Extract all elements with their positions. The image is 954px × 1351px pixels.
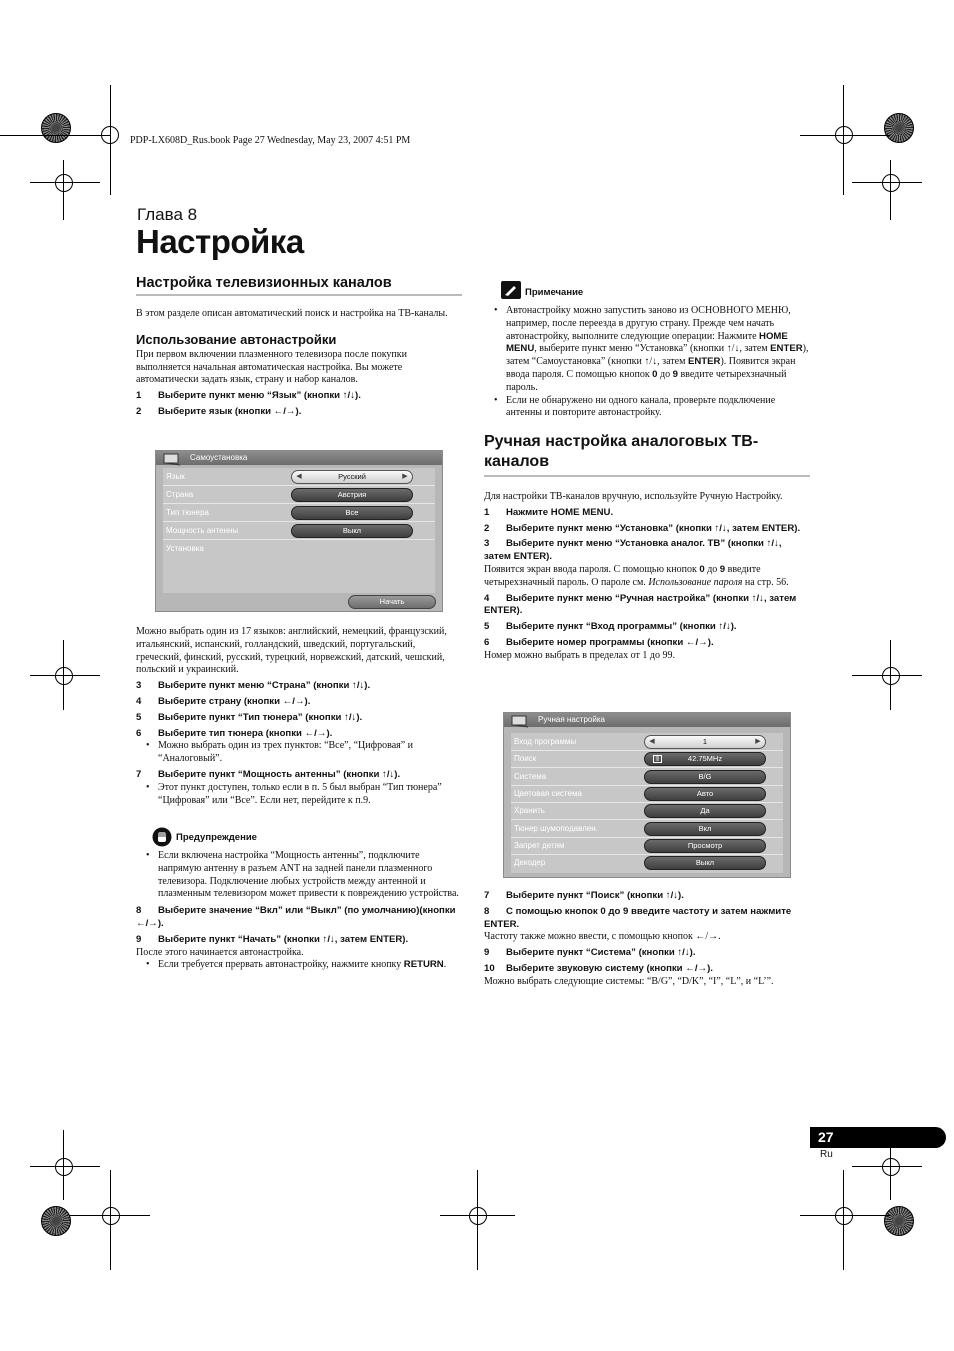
- page-number: 27: [818, 1129, 834, 1145]
- tv-menu-icon: [510, 714, 532, 728]
- auto-setup-row-tuner-type[interactable]: Тип тюнера Все: [163, 504, 435, 522]
- manual-tuning-screen-title: Ручная настройка: [504, 713, 790, 727]
- left-arrow-icon[interactable]: ◀: [296, 473, 302, 480]
- auto-setup-screen: [155, 450, 443, 612]
- start-button[interactable]: Начать: [348, 595, 436, 609]
- warning-hand-icon: [152, 827, 172, 852]
- auto-setup-row-antenna-power[interactable]: Мощность антенны Выкл: [163, 522, 435, 540]
- after-r-step-6: Номер можно выбрать в пределах от 1 до 99.: [484, 649, 675, 661]
- r-step-5: 5 Выберите пункт “Вход программы” (кнопки ↑/↓).: [484, 621, 737, 633]
- step-3: 3 Выберите пункт меню “Страна” (кнопки ↑/↓).: [136, 680, 371, 692]
- step-2: 2 Выберите язык (кнопки ←/→).: [136, 405, 302, 417]
- step-7: 7 Выберите пункт “Мощность антенны” (кнопки ↑/↓).: [136, 768, 401, 780]
- manual-row-store[interactable]: Хранить Да: [511, 802, 783, 820]
- right-arrow-icon[interactable]: ▶: [402, 473, 408, 480]
- chapter-title: Настройка: [136, 223, 304, 260]
- note-pencil-icon: [501, 281, 521, 304]
- auto-setup-row-setup[interactable]: Установка: [166, 544, 204, 553]
- after-r-step-10: Можно выбрать следующие системы: “B/G”, “D/K”, “I”, “L”, и “L’”.: [484, 975, 774, 987]
- r-step-2: 2 Выберите пункт меню “Установка” (кнопки ↑/↓, затем ENTER).: [484, 522, 801, 534]
- r-step-6: 6 Выберите номер программы (кнопки ←/→).: [484, 636, 714, 648]
- auto-setup-row-language[interactable]: Язык ◀ Русский ▶: [163, 468, 435, 486]
- note-bullet-1: • Автонастройку можно запустить заново из ОСНОВНОГО МЕНЮ, например, после переезда в другую страну. Прежде чем начать автонастройку, выполните следующие операции: Нажмите HOME MENU, выберите пункт меню “Установка” (кнопки ↑/↓, затем ENTER), затем “Самоустановка” (кнопки ↑/↓, затем ENTER). Появится экран ввода пароля. С помощью кнопок 0 до 9 введите четырехзначный пароль.: [484, 305, 810, 395]
- warning-text: • Если включена настройка “Мощность антенны”, подключите напрямую антенну в разъем ANT на задней панели плазменного телевизора. Подключение любых устройств между антенной и плазменным телевизором может привести к повреждению устройства.: [136, 850, 462, 901]
- after-r-step-3: Появится экран ввода пароля. С помощью кнопок 0 до 9 введите четырехзначный пароль. О пароле см. Использование пароля на стр. 56.: [484, 563, 789, 588]
- page-language: Ru: [820, 1149, 833, 1160]
- step-7-bullet: • Этот пункт доступен, только если в п. 5 был выбран “Тип тюнера” “Цифровая” или “Все”. Если нет, перейдите к п.9.: [136, 782, 462, 808]
- right-arrow-icon[interactable]: ▶: [755, 738, 761, 745]
- manual-intro: Для настройки ТВ-каналов вручную, используйте Ручную Настройку.: [484, 491, 783, 502]
- registration-disc-top-left: [41, 113, 71, 143]
- r-step-9: 9 Выберите пункт “Система” (кнопки ↑/↓).: [484, 947, 696, 959]
- warning-title: Предупреждение: [176, 832, 257, 843]
- step-6-bullet: • Можно выбрать один из трех пунктов: “Все”, “Цифровая” и “Аналоговый”.: [136, 740, 462, 766]
- registration-disc-bottom-left: [41, 1206, 71, 1236]
- r-step-8: 8 С помощью кнопок 0 до 9 введите частоту и затем нажмите ENTER.: [484, 905, 792, 930]
- subsection-title-autotune: Использование автонастройки: [136, 331, 337, 347]
- step-9: 9 Выберите пункт “Начать” (кнопки ↑/↓, затем ENTER).: [136, 933, 409, 945]
- step-6: 6 Выберите тип тюнера (кнопки ←/→).: [136, 727, 333, 739]
- section-title-tv-channels: Настройка телевизионных каналов: [136, 275, 462, 296]
- auto-setup-row-country[interactable]: Страна Австрия: [163, 486, 435, 504]
- manual-row-search[interactable]: Поиск ||| 42.75MHz: [511, 750, 783, 768]
- step-4: 4 Выберите страну (кнопки ←/→).: [136, 695, 311, 707]
- autotune-text: При первом включении плазменного телевизора после покупки выполняется начальная автоматическая настройка. Вы можете автоматически задать язык, страну и набор каналов.: [136, 348, 407, 386]
- step-9-bullet: • Если требуется прервать автонастройку, нажмите кнопку RETURN.: [136, 959, 462, 972]
- auto-setup-screen-title: Самоустановка: [156, 451, 442, 465]
- registration-disc-top-right: [884, 113, 914, 143]
- note-title: Примечание: [525, 287, 584, 298]
- step-5: 5 Выберите пункт “Тип тюнера” (кнопки ↑/↓).: [136, 711, 363, 723]
- r-step-4: 4 Выберите пункт меню “Ручная настройка” (кнопки ↑/↓, затем ENTER).: [484, 592, 797, 617]
- tv-menu-icon: [162, 452, 184, 466]
- keypad-icon: |||: [653, 755, 662, 763]
- r-step-1: 1 Нажмите HOME MENU.: [484, 506, 614, 518]
- page-number-tab: [810, 1127, 946, 1148]
- manual-row-decoder[interactable]: Декодер Выкл: [511, 854, 783, 871]
- step-8: 8 Выберите значение “Вкл” или “Выкл” (по умолчанию)(кнопки ←/→).: [136, 905, 456, 929]
- step-1: 1 Выберите пункт меню “Язык” (кнопки ↑/↓).: [136, 390, 361, 402]
- after-r-step-8: Частоту также можно ввести, с помощью кнопок ←/→.: [484, 931, 721, 943]
- book-info-header: PDP-LX608D_Rus.book Page 27 Wednesday, May 23, 2007 4:51 PM: [130, 135, 411, 146]
- manual-row-color-system[interactable]: Цветовая система Авто: [511, 785, 783, 803]
- r-step-10: 10 Выберите звуковую систему (кнопки ←/→).: [484, 962, 713, 974]
- manual-row-program-input[interactable]: Вход программы ◀ 1 ▶: [511, 733, 783, 751]
- section-title-manual-tuning: Ручная настройка аналоговых ТВ-каналов: [484, 432, 810, 477]
- manual-row-tuner-nr[interactable]: Тюнер шумоподавлен. Вкл: [511, 820, 783, 838]
- chapter-label: Глава 8: [137, 205, 198, 224]
- manual-row-system[interactable]: Система B/G: [511, 768, 783, 786]
- r-step-7: 7 Выберите пункт “Поиск” (кнопки ↑/↓).: [484, 890, 684, 901]
- registration-disc-bottom-right: [884, 1206, 914, 1236]
- note-bullet-2: • Если не обнаружено ни одного канала, проверьте подключение антенны и повторите автонастройку.: [484, 395, 810, 421]
- left-arrow-icon[interactable]: ◀: [649, 738, 655, 745]
- intro-text: В этом разделе описан автоматический поиск и настройка на ТВ-каналы.: [136, 308, 448, 319]
- after-step-9: После этого начинается автонастройка.: [136, 946, 304, 958]
- manual-row-child-lock[interactable]: Запрет детям Просмотр: [511, 837, 783, 855]
- languages-text: Можно выбрать один из 17 языков: английский, немецкий, французский, итальянский, испанский, голландский, шведский, португальский, греческий, финский, русский, турецкий, норвежский, датский, чешский, польский и украинский.: [136, 626, 447, 676]
- r-step-3: 3 Выберите пункт меню “Установка аналог. ТВ” (кнопки ↑/↓, затем ENTER).: [484, 538, 782, 563]
- manual-tuning-screen: [503, 712, 791, 878]
